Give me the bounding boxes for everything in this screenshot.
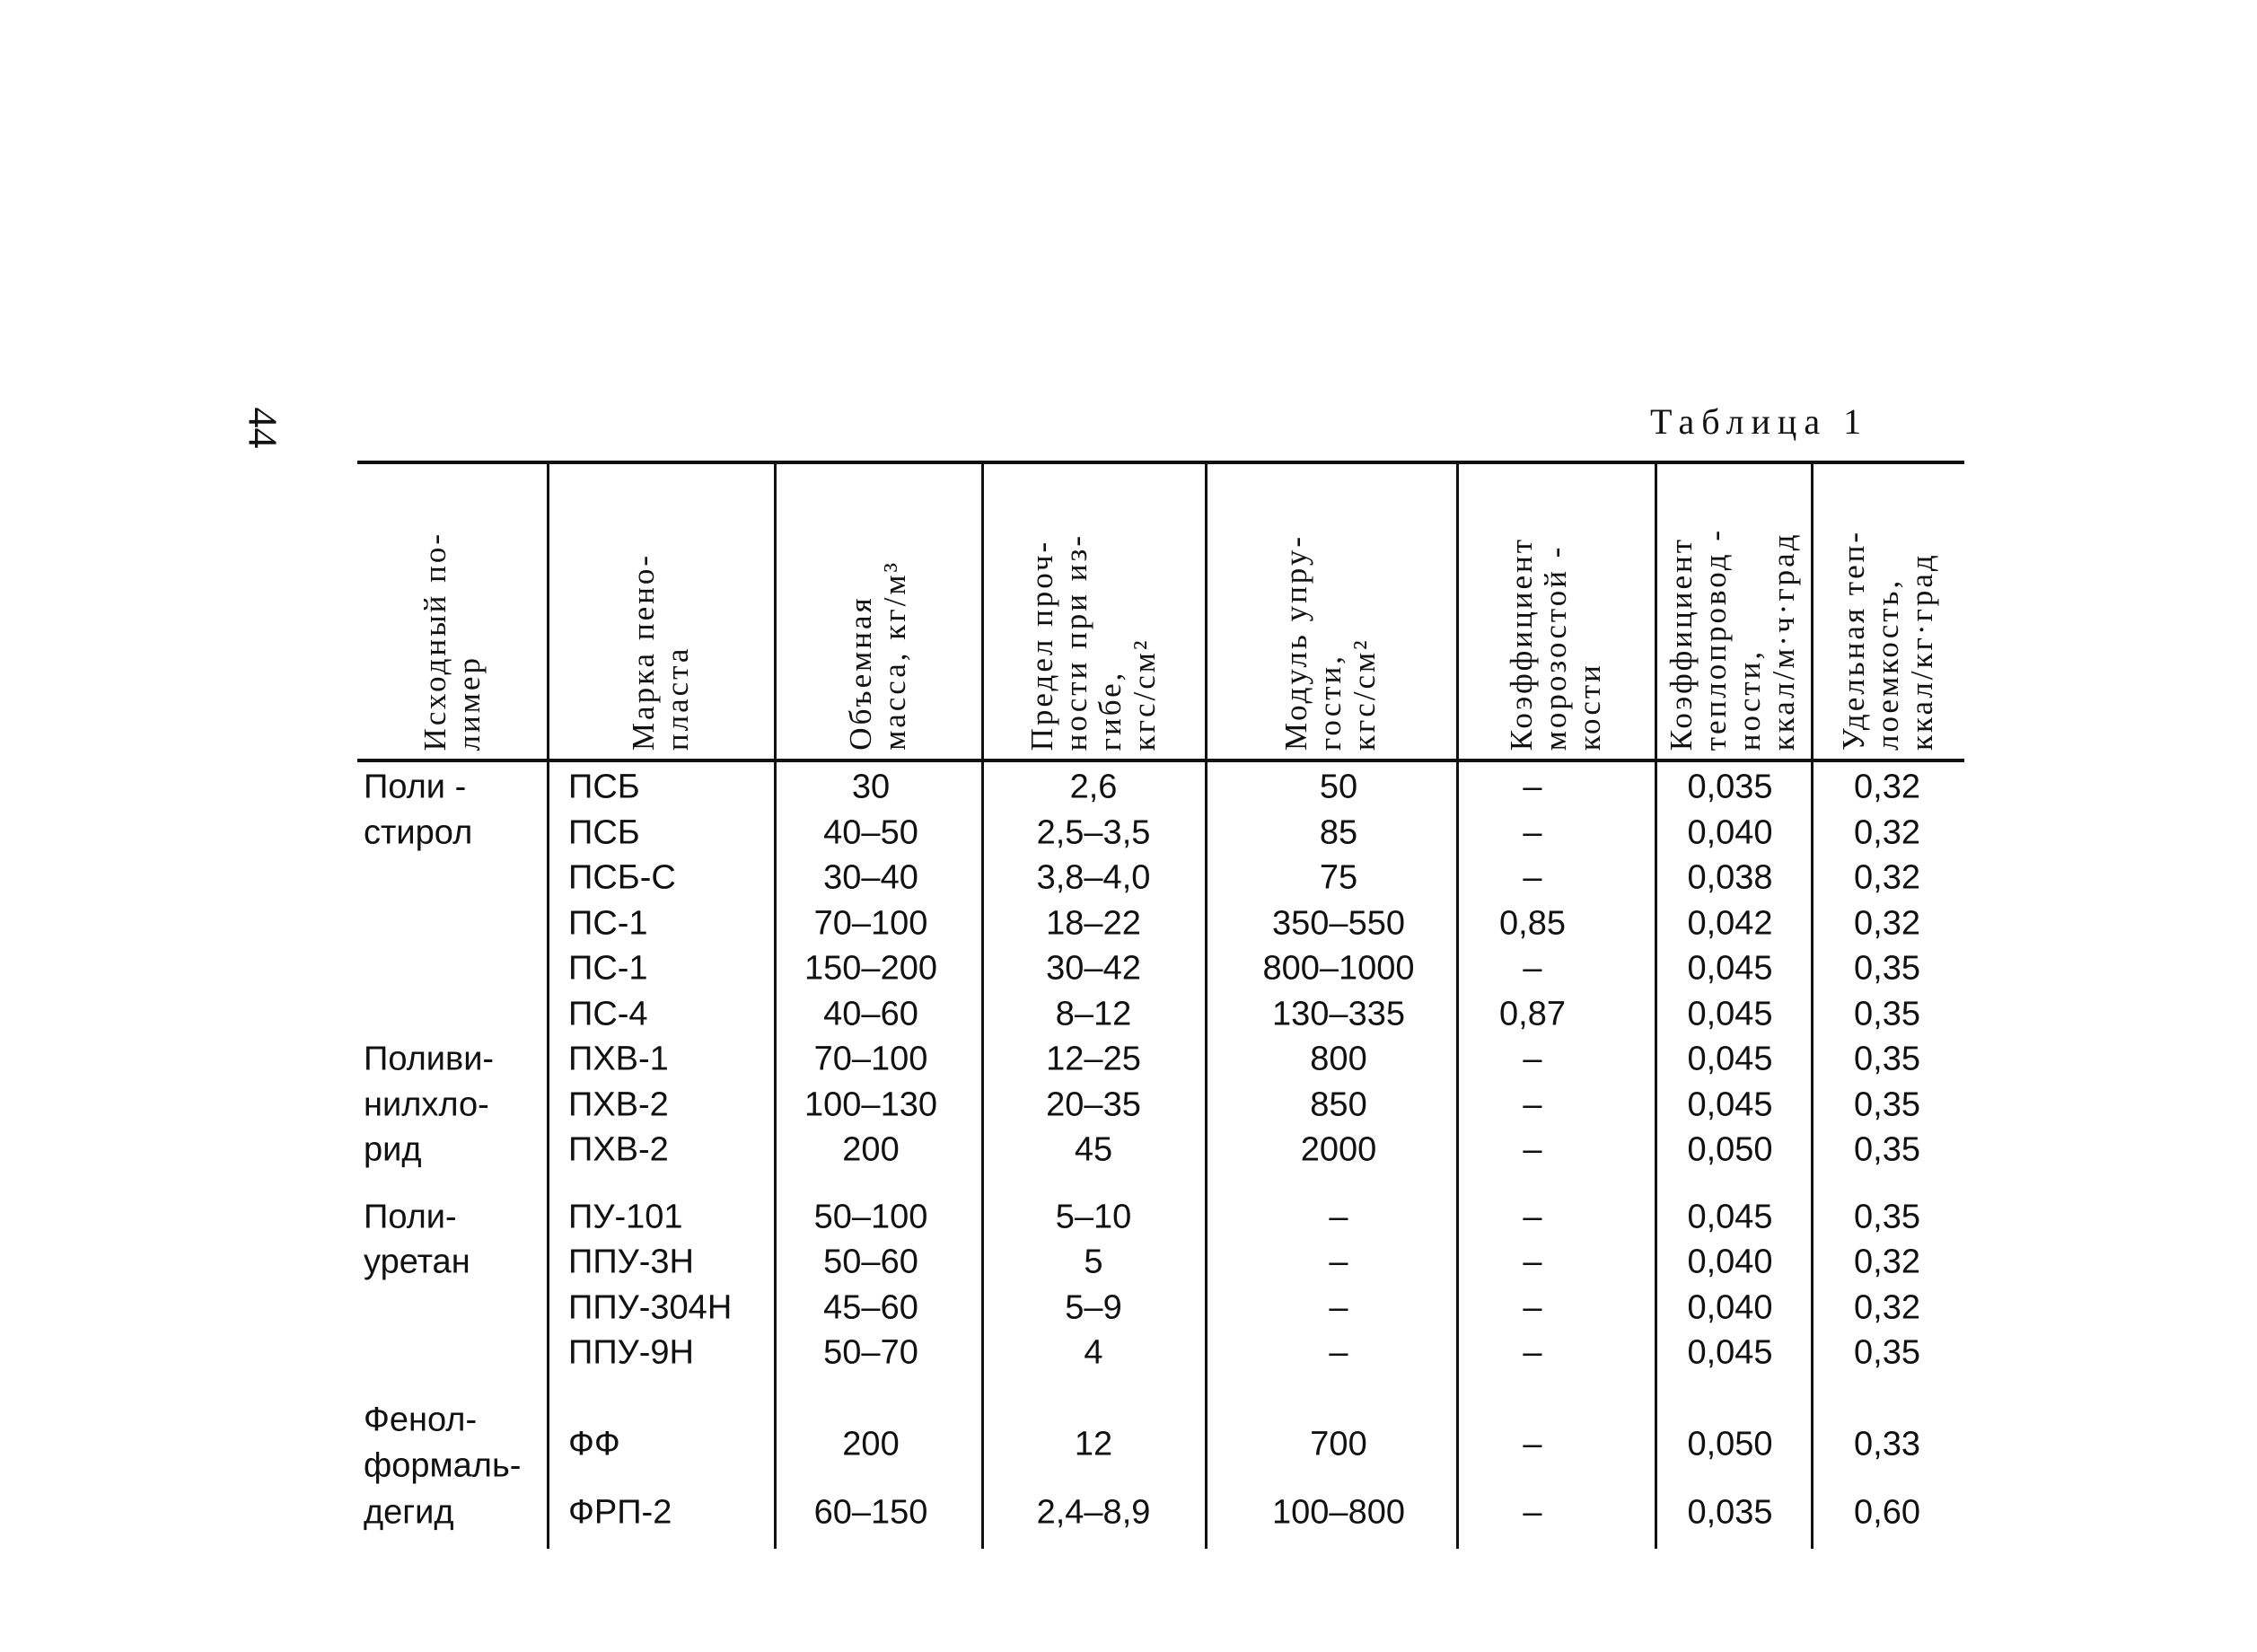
cell-value: 12	[1074, 1425, 1113, 1463]
column-header-text	[1505, 537, 1607, 758]
column-header-text	[627, 553, 695, 758]
cell-value: 30–42	[1046, 949, 1141, 988]
cell-brand: ПСБ-С	[568, 858, 676, 897]
header-line: Исходный по-	[417, 531, 452, 751]
header-line: Предел проч-	[1023, 539, 1059, 751]
table-title: Таблица 1	[1650, 401, 1869, 442]
cell-value: –	[1523, 768, 1542, 806]
header-line: Объемная	[842, 595, 878, 751]
cell-value: –	[1523, 813, 1542, 852]
cell-value: 0,045	[1687, 1333, 1773, 1372]
cell-value: 0,32	[1854, 904, 1920, 943]
polymer-label: стирол	[364, 813, 473, 852]
cell-value: 50–70	[823, 1333, 918, 1372]
cell-value: 700	[1310, 1425, 1367, 1463]
header-line: кости	[1571, 662, 1607, 751]
cell-value: 2000	[1300, 1130, 1377, 1169]
header-line: ккал/м·ч·град	[1766, 532, 1801, 751]
cell-value: 3,8–4,0	[1036, 858, 1151, 897]
header-line: Коэффициент	[1503, 536, 1539, 751]
cell-value: –	[1523, 1333, 1542, 1372]
column-header	[357, 467, 547, 758]
cell-value: 5–9	[1065, 1288, 1122, 1327]
header-line: кгс/см²	[1347, 637, 1382, 751]
header-line: теплопровод -	[1698, 527, 1733, 751]
cell-brand: ПХВ-1	[568, 1040, 669, 1078]
cell-value: 18–22	[1046, 904, 1141, 943]
polymer-label: Поли-	[364, 1198, 457, 1236]
cell-value: –	[1523, 1493, 1542, 1532]
cell-value: –	[1523, 858, 1542, 897]
cell-value: 850	[1310, 1085, 1367, 1124]
header-line: гости,	[1313, 653, 1348, 751]
column-header-text	[1025, 533, 1162, 758]
cell-brand: ПХВ-2	[568, 1130, 669, 1169]
cell-value: 100–800	[1272, 1493, 1405, 1532]
cell-brand: ППУ-3Н	[568, 1243, 694, 1281]
cell-value: 4	[1084, 1333, 1103, 1372]
cell-value: 8–12	[1055, 995, 1132, 1033]
polymer-label: формаль-	[364, 1446, 522, 1485]
column-header	[1456, 467, 1655, 758]
cell-value: 60–150	[813, 1493, 928, 1532]
cell-value: 2,5–3,5	[1036, 813, 1151, 852]
header-line: Марка пено-	[625, 552, 661, 751]
cell-brand: ПС-1	[568, 949, 648, 988]
cell-value: 50	[1319, 768, 1358, 806]
polymer-label: дегид	[364, 1493, 454, 1532]
cell-value: 0,35	[1854, 995, 1920, 1033]
cell-value: 85	[1319, 813, 1358, 852]
cell-value: 0,33	[1854, 1425, 1920, 1463]
cell-value: –	[1329, 1243, 1348, 1281]
cell-value: 800	[1310, 1040, 1367, 1078]
cell-value: 50–100	[813, 1198, 928, 1236]
cell-value: 45–60	[823, 1288, 918, 1327]
cell-value: 0,035	[1687, 768, 1773, 806]
polymer-label: уретан	[364, 1243, 470, 1281]
cell-value: –	[1329, 1198, 1348, 1236]
cell-value: 30–40	[823, 858, 918, 897]
cell-value: 75	[1319, 858, 1358, 897]
cell-value: 350–550	[1272, 904, 1405, 943]
cell-value: 12–25	[1046, 1040, 1141, 1078]
cell-value: 5–10	[1055, 1198, 1132, 1236]
cell-value: 0,045	[1687, 995, 1773, 1033]
cell-value: 0,040	[1687, 1243, 1773, 1281]
cell-value: 130–335	[1272, 995, 1405, 1033]
cell-value: –	[1329, 1288, 1348, 1327]
cell-value: 0,042	[1687, 904, 1773, 943]
cell-value: 200	[842, 1130, 900, 1169]
polymer-label: нилхло-	[364, 1085, 489, 1124]
column-header	[1811, 467, 1964, 758]
header-line: пласта	[659, 646, 695, 751]
column-header	[1655, 467, 1811, 758]
cell-value: 0,32	[1854, 1243, 1920, 1281]
cell-brand: ППУ-9Н	[568, 1333, 694, 1372]
header-line: Коэффициент	[1664, 536, 1699, 751]
cell-value: 50–60	[823, 1243, 918, 1281]
cell-value: 0,35	[1854, 1333, 1920, 1372]
cell-value: 150–200	[804, 949, 937, 988]
cell-brand: ПС-4	[568, 995, 648, 1033]
column-header	[981, 467, 1205, 758]
cell-brand: ПХВ-2	[568, 1085, 669, 1124]
polymer-label: Фенол-	[364, 1401, 478, 1439]
cell-value: –	[1523, 1085, 1542, 1124]
cell-value: –	[1523, 1198, 1542, 1236]
cell-value: 200	[842, 1425, 900, 1463]
cell-value: –	[1523, 1288, 1542, 1327]
header-line: ности,	[1732, 648, 1767, 751]
cell-value: 0,038	[1687, 858, 1773, 897]
cell-value: 2,4–8,9	[1036, 1493, 1151, 1532]
column-header	[774, 467, 981, 758]
cell-value: –	[1523, 1040, 1542, 1078]
cell-value: 0,35	[1854, 1085, 1920, 1124]
header-line: Модуль упру-	[1278, 533, 1313, 751]
cell-value: 30	[851, 768, 891, 806]
cell-value: 0,85	[1499, 904, 1566, 943]
column-header-text	[418, 532, 487, 758]
cell-value: 0,040	[1687, 1288, 1773, 1327]
cell-value: –	[1523, 949, 1542, 988]
header-line: морозостой -	[1537, 544, 1573, 751]
cell-value: 0,050	[1687, 1130, 1773, 1169]
column-header-text	[1664, 528, 1801, 758]
cell-value: 70–100	[813, 1040, 928, 1078]
cell-value: 0,35	[1854, 1130, 1920, 1169]
header-line: масса, кг/м³	[876, 560, 912, 751]
cell-brand: ПСБ	[568, 813, 640, 852]
cell-value: –	[1329, 1333, 1348, 1372]
cell-value: 0,60	[1854, 1493, 1920, 1532]
cell-brand: ФРП-2	[568, 1493, 672, 1532]
column-header	[547, 467, 774, 758]
cell-value: 0,045	[1687, 949, 1773, 988]
cell-value: 0,040	[1687, 813, 1773, 852]
cell-value: 5	[1084, 1243, 1103, 1281]
cell-value: –	[1523, 1130, 1542, 1169]
cell-brand: ПС-1	[568, 904, 648, 943]
cell-value: –	[1523, 1425, 1542, 1463]
header-line: ности при из-	[1058, 532, 1093, 751]
cell-value: 0,050	[1687, 1425, 1773, 1463]
table-top-rule	[357, 461, 1964, 464]
cell-value: 0,35	[1854, 1040, 1920, 1078]
polymer-label: Поли -	[364, 768, 467, 806]
cell-brand: ППУ-304Н	[568, 1288, 733, 1327]
cell-value: 20–35	[1046, 1085, 1141, 1124]
cell-value: –	[1523, 1243, 1542, 1281]
cell-value: 70–100	[813, 904, 928, 943]
cell-value: 100–130	[804, 1085, 937, 1124]
cell-value: 45	[1074, 1130, 1113, 1169]
header-line: ккал/кг·град	[1903, 552, 1939, 751]
polymer-label: рид	[364, 1130, 422, 1169]
cell-value: 0,35	[1854, 949, 1920, 988]
cell-brand: ПУ-101	[568, 1198, 683, 1236]
column-header-text	[1279, 534, 1382, 758]
page-number: 44	[240, 407, 286, 449]
column-header-text	[1837, 530, 1939, 758]
cell-value: 40–50	[823, 813, 918, 852]
cell-value: 0,045	[1687, 1085, 1773, 1124]
cell-value: 0,32	[1854, 813, 1920, 852]
header-line: лоемкость,	[1869, 577, 1905, 751]
header-bottom-rule	[357, 759, 1964, 762]
cell-value: 800–1000	[1262, 949, 1415, 988]
header-line: лимер	[451, 655, 487, 751]
header-line: кгс/см²	[1126, 637, 1162, 751]
cell-value: 0,045	[1687, 1040, 1773, 1078]
cell-value: 0,045	[1687, 1198, 1773, 1236]
column-header-text	[844, 560, 912, 758]
column-header	[1205, 467, 1456, 758]
cell-value: 0,32	[1854, 858, 1920, 897]
cell-value: 0,32	[1854, 768, 1920, 806]
header-line: Удельная теп-	[1835, 530, 1871, 751]
cell-value: 0,32	[1854, 1288, 1920, 1327]
cell-value: 0,35	[1854, 1198, 1920, 1236]
polymer-label: Поливи-	[364, 1040, 495, 1078]
cell-value: 40–60	[823, 995, 918, 1033]
cell-value: 2,6	[1069, 768, 1118, 806]
cell-value: 0,87	[1499, 995, 1566, 1033]
cell-brand: ФФ	[568, 1425, 620, 1463]
cell-brand: ПСБ	[568, 768, 640, 806]
cell-value: 0,035	[1687, 1493, 1773, 1532]
header-line: гибе,	[1092, 670, 1128, 751]
